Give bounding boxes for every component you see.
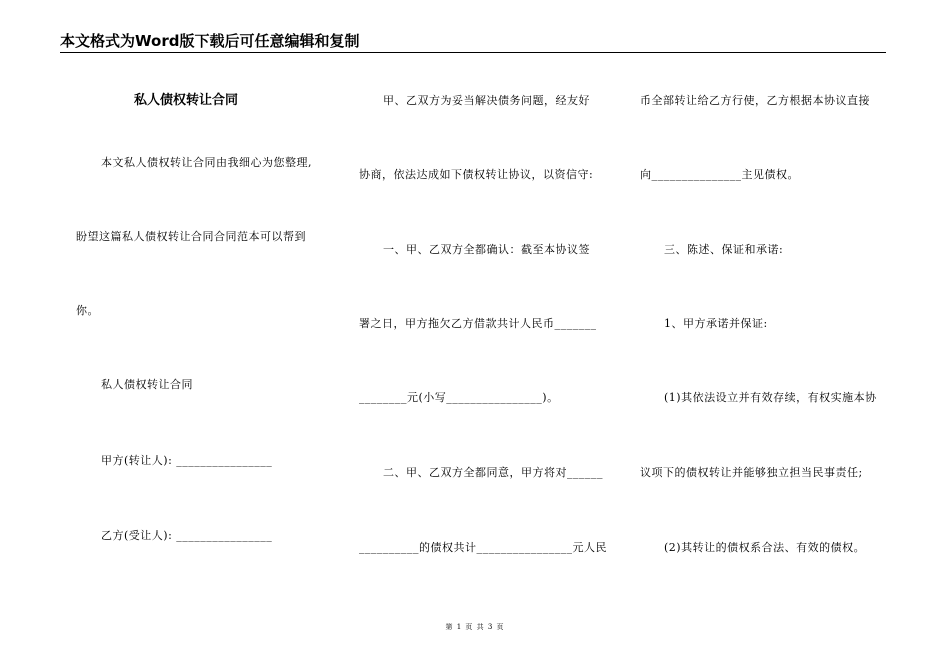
header-title: 本文格式为Word版下载后可任意编辑和复制 xyxy=(60,32,360,50)
paragraph-line: (1)其依法设立并有效存续，有权实施本协 xyxy=(664,391,877,404)
document-title: 私人债权转让合同 xyxy=(134,93,239,108)
paragraph-line: 私人债权转让合同 xyxy=(101,378,193,391)
paragraph-line: 议项下的债权转让并能够独立担当民事责任; xyxy=(640,466,863,479)
paragraph-line: ________元(小写________________)。 xyxy=(359,391,559,404)
paragraph-line: __________的债权共计________________元人民 xyxy=(359,541,607,554)
paragraph-line: 盼望这篇私人债权转让合同合同范本可以帮到 xyxy=(76,230,306,243)
paragraph-line: 1、甲方承诺并保证: xyxy=(664,317,768,330)
party-a-field: 甲方(转让人): ________________ xyxy=(101,454,273,467)
party-b-field: 乙方(受让人): ________________ xyxy=(101,529,273,542)
paragraph-line: 一、甲、乙双方全都确认：截至本协议签 xyxy=(383,243,590,256)
paragraph-line: 协商，依法达成如下债权转让协议，以资信守: xyxy=(359,168,594,181)
paragraph-line: 本文私人债权转让合同由我细心为您整理, xyxy=(101,156,312,169)
paragraph-line: (2)其转让的债权系合法、有效的债权。 xyxy=(664,541,866,554)
paragraph-line: 二、甲、乙双方全都同意，甲方将对______ xyxy=(383,466,603,479)
page-number: 第 1 页 共 3 页 xyxy=(445,623,505,631)
paragraph-line: 向_______________主见债权。 xyxy=(640,168,799,181)
paragraph-line: 甲、乙双方为妥当解决债务问题，经友好 xyxy=(383,94,590,107)
section-heading: 三、陈述、保证和承诺: xyxy=(664,243,784,256)
paragraph-line: 你。 xyxy=(76,304,99,317)
page-header xyxy=(60,30,886,52)
paragraph-line: 署之日，甲方拖欠乙方借款共计人民币_______ xyxy=(359,317,597,330)
header-divider xyxy=(60,52,886,53)
paragraph-line: 币全部转让给乙方行使，乙方根据本协议直接 xyxy=(640,94,870,107)
